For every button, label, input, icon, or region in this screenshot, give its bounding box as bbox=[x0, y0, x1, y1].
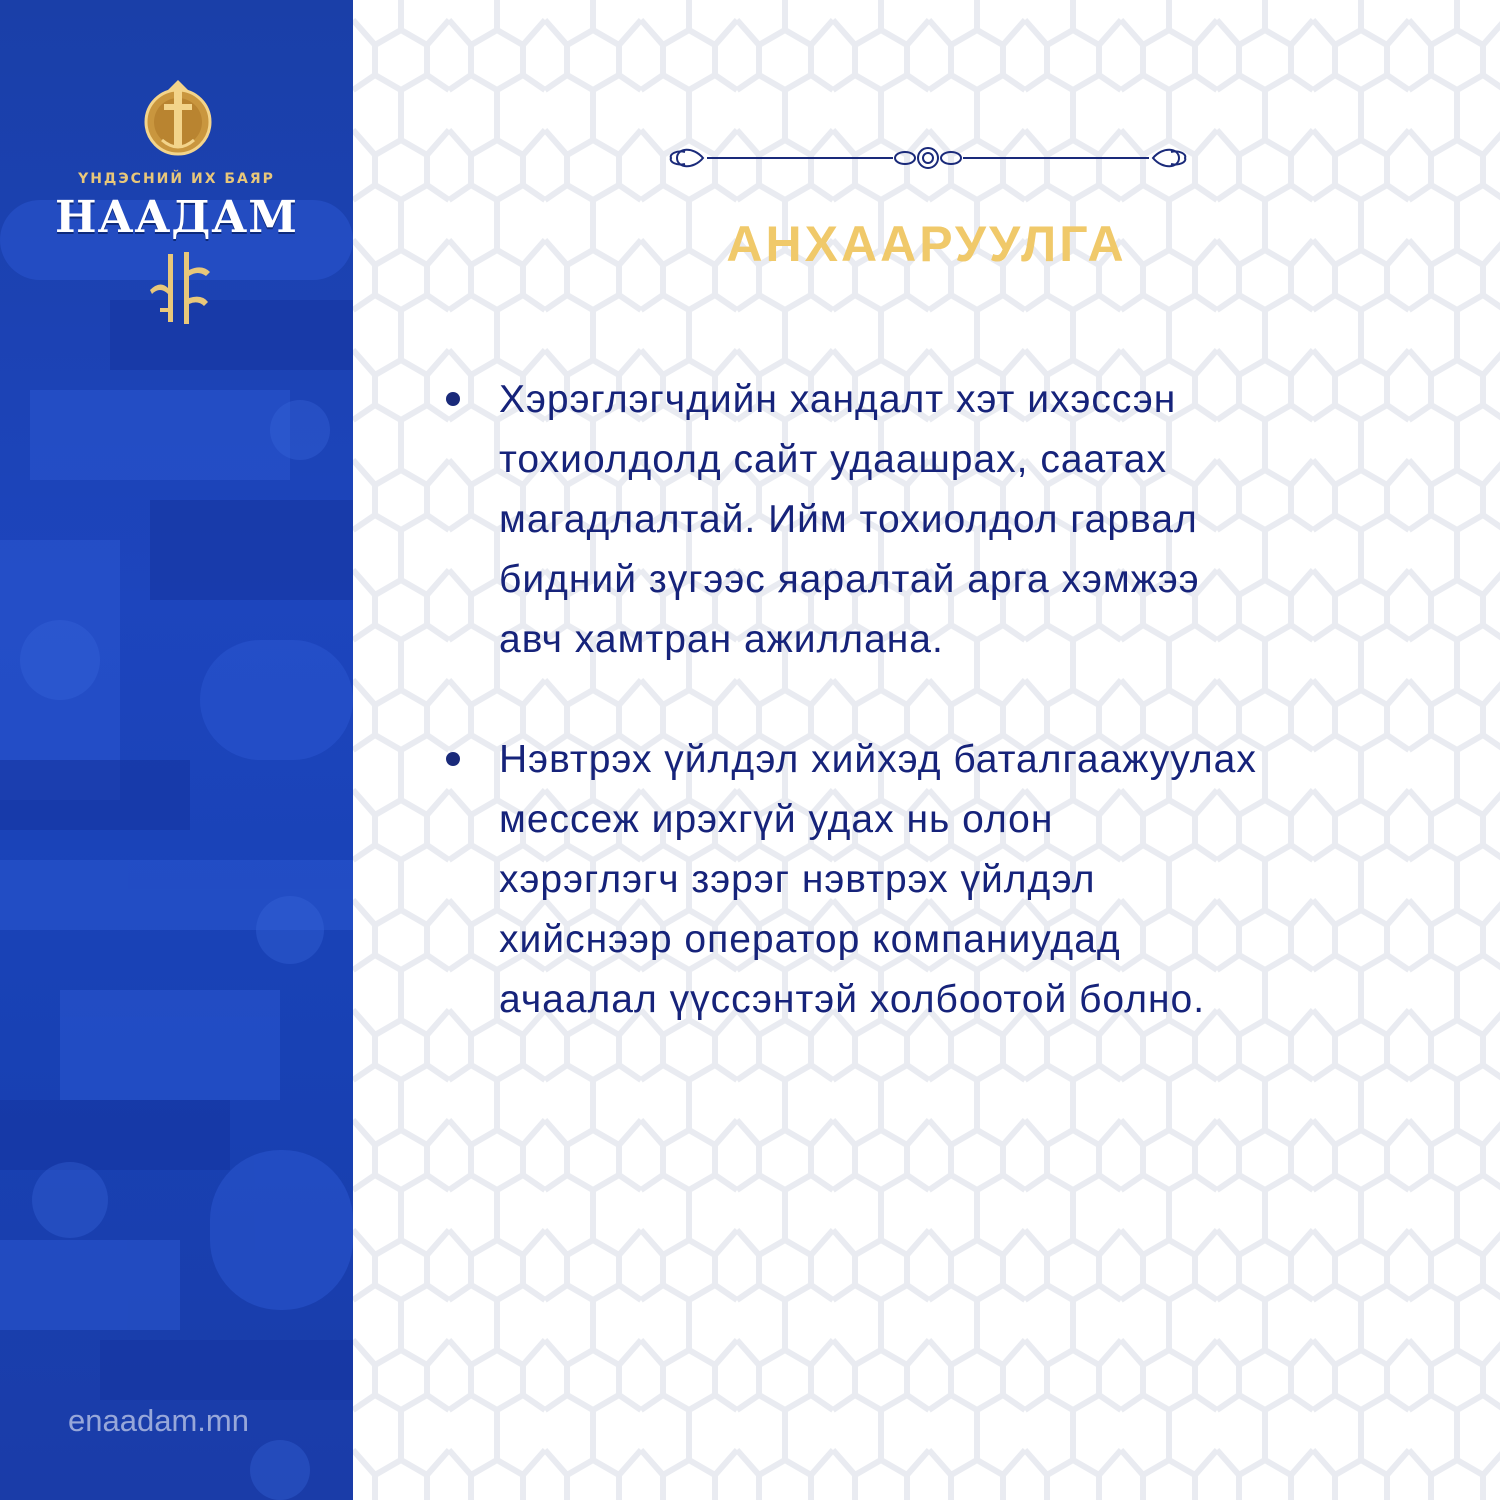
ornament-divider-icon bbox=[663, 140, 1193, 176]
brand-panel bbox=[0, 0, 353, 1500]
notice-text: Хэрэглэгчдийн хандалт хэт ихэссэн тохиолдолд сайт удаашрах, саатах магадлалтай. Ийм тохиолдол гарвал бидний зүгээс яаралтай арга хэмжээ авч хамтран ажиллана. bbox=[499, 378, 1200, 661]
content-area bbox=[353, 0, 1500, 1500]
brand-title: НААДАМ bbox=[55, 192, 298, 243]
notice-list bbox=[443, 370, 1493, 1090]
mongolian-script-icon bbox=[140, 250, 220, 330]
bullet-icon bbox=[446, 752, 460, 766]
naadam-emblem-icon bbox=[138, 80, 218, 160]
notice-text: Нэвтрэх үйлдэл хийхэд баталгаажуулах мессеж ирэхгүй удах нь олон хэрэглэгч зэрэг нэвтрэх үйлдэл хийснээр оператор компаниудад ачаалал үүссэнтэй холбоотой болно. bbox=[499, 738, 1257, 1021]
list-item bbox=[443, 730, 1493, 1030]
bullet-icon bbox=[446, 392, 460, 406]
brand-subtitle: ҮНДЭСНИЙ ИХ БАЯР bbox=[78, 171, 275, 187]
notice-heading: АНХААРУУЛГА bbox=[726, 216, 1127, 272]
list-item bbox=[443, 370, 1493, 670]
website-link[interactable]: enaadam.mn bbox=[68, 1403, 249, 1438]
